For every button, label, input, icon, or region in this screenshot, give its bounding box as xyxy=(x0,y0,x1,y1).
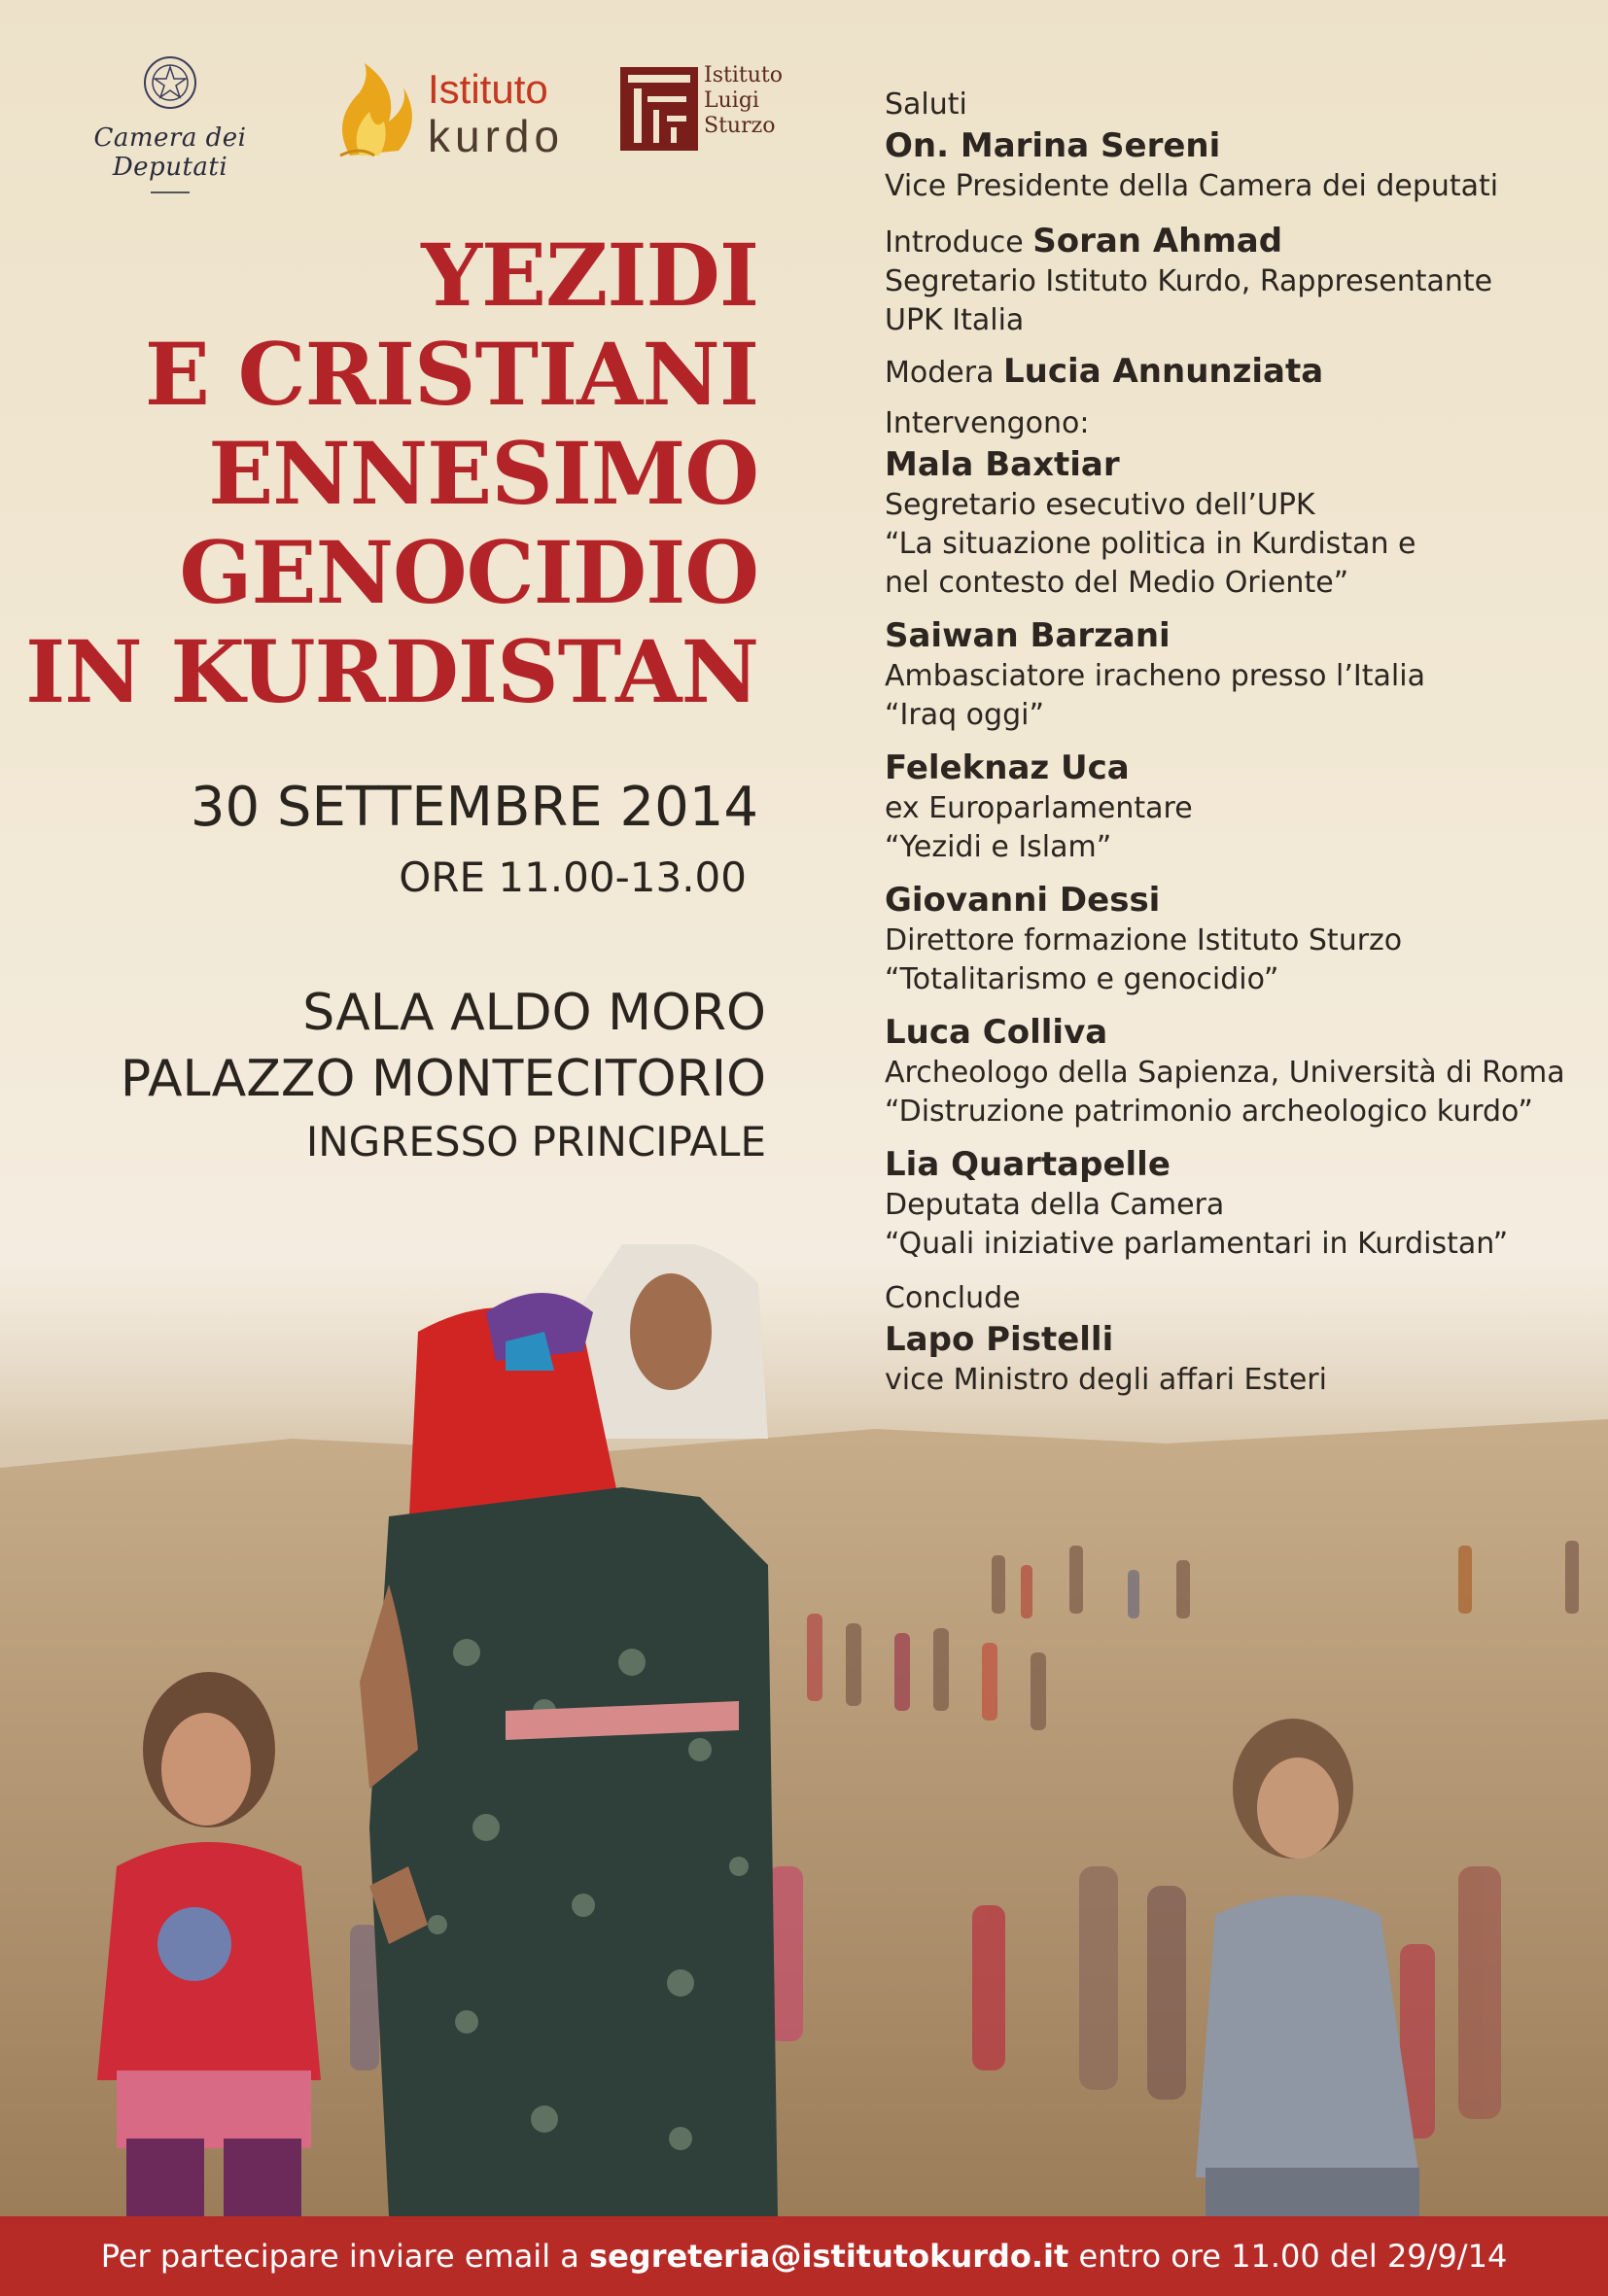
italian-emblem-icon xyxy=(141,53,199,112)
footer-pre: Per partecipare inviare email a xyxy=(100,2238,579,2275)
speaker-name: Saiwan Barzani xyxy=(885,616,1171,655)
flame-wheat-icon xyxy=(331,63,418,160)
istituto-sturzo-logo xyxy=(620,59,815,166)
modera-name: Lucia Annunziata xyxy=(1003,352,1324,391)
speaker-name: Lia Quartapelle xyxy=(885,1145,1171,1184)
saluti-label: Saluti xyxy=(885,87,967,122)
modera-line xyxy=(885,352,1585,393)
event-time: ORE 11.00-13.00 xyxy=(399,853,747,901)
speaker-topic: “Yezidi e Islam” xyxy=(885,830,1112,864)
footer-email[interactable]: segreteria@istitutokurdo.it xyxy=(589,2238,1069,2275)
speaker-name: Giovanni Dessi xyxy=(885,881,1161,920)
conclude-name: Lapo Pistelli xyxy=(885,1320,1114,1359)
speaker-role: Deputata della Camera xyxy=(885,1188,1225,1222)
logos-bar xyxy=(39,53,817,180)
saluti-role: Vice Presidente della Camera dei deputati xyxy=(885,169,1499,203)
divider xyxy=(151,191,190,193)
istituto-kurdo-line1: Istituto xyxy=(428,66,548,112)
speaker-topic-cont: nel contesto del Medio Oriente” xyxy=(885,566,1349,600)
camera-deputati-logo xyxy=(39,53,301,180)
speaker-topic: “Iraq oggi” xyxy=(885,698,1045,732)
istituto-kurdo-logo xyxy=(331,63,612,170)
event-venue xyxy=(121,980,766,1172)
sturzo-building-icon xyxy=(620,67,698,151)
introduce-label: Introduce xyxy=(885,226,1024,260)
camera-deputati-name: Camera dei Deputati xyxy=(93,123,247,182)
sturzo-line3: Sturzo xyxy=(704,114,776,138)
event-title xyxy=(25,226,758,721)
speaker-role: Direttore formazione Istituto Sturzo xyxy=(885,923,1403,957)
istituto-kurdo-line2: kurdo xyxy=(428,111,565,161)
conclude-role: vice Ministro degli affari Esteri xyxy=(885,1363,1327,1397)
registration-footer xyxy=(0,2216,1608,2296)
speaker-role: Ambasciatore iracheno presso l’Italia xyxy=(885,659,1425,693)
introduce-name: Soran Ahmad xyxy=(1032,222,1283,261)
modera-label: Modera xyxy=(885,356,995,390)
speaker-name: Luca Colliva xyxy=(885,1013,1108,1052)
istituto-sturzo-name xyxy=(704,63,783,139)
intervengono-label: Intervengono: xyxy=(885,406,1090,440)
speaker-item xyxy=(885,1143,1585,1264)
speaker-role: Segretario esecutivo dell’UPK xyxy=(885,488,1315,522)
speaker-role: ex Europarlamentare xyxy=(885,791,1193,825)
venue-building: PALAZZO MONTECITORIO xyxy=(120,1050,766,1108)
title-line-4: GENOCIDIO xyxy=(179,522,758,623)
speaker-name: Mala Baxtiar xyxy=(885,445,1120,484)
event-date: 30 SETTEMBRE 2014 xyxy=(190,776,758,839)
title-line-2: E CRISTIANI xyxy=(144,324,758,425)
footer-post: entro ore 11.00 del 29/9/14 xyxy=(1078,2238,1508,2275)
speaker-topic: “La situazione politica in Kurdistan e xyxy=(885,527,1416,561)
introduce-line xyxy=(885,222,1585,262)
sturzo-line1: Istituto xyxy=(704,63,783,87)
conclude-label: Conclude xyxy=(885,1281,1021,1315)
venue-entrance: INGRESSO PRINCIPALE xyxy=(305,1118,766,1165)
title-line-1: YEZIDI xyxy=(421,225,758,326)
speaker-item xyxy=(885,747,1585,867)
title-line-3: ENNESIMO xyxy=(208,423,758,524)
introduce-role-2: UPK Italia xyxy=(885,303,1025,337)
introduce-role-1: Segretario Istituto Kurdo, Rappresentante xyxy=(885,264,1493,298)
speaker-item xyxy=(885,443,1585,603)
sturzo-line2: Luigi xyxy=(704,88,759,113)
saluti-name: On. Marina Sereni xyxy=(885,126,1221,165)
speaker-role: Archeologo della Sapienza, Università di Roma xyxy=(885,1056,1565,1090)
title-line-5: IN KURDISTAN xyxy=(25,621,758,722)
speaker-name: Feleknaz Uca xyxy=(885,748,1130,787)
speaker-item xyxy=(885,614,1585,735)
venue-room: SALA ALDO MORO xyxy=(302,984,766,1042)
speaker-topic: “Distruzione patrimonio archeologico kurdo” xyxy=(885,1095,1533,1129)
speaker-item xyxy=(885,1011,1585,1131)
speaker-topic: “Totalitarismo e genocidio” xyxy=(885,962,1279,996)
speaker-item xyxy=(885,879,1585,999)
program-list xyxy=(885,86,1585,1400)
speaker-topic: “Quali iniziative parlamentari in Kurdistan” xyxy=(885,1227,1509,1261)
